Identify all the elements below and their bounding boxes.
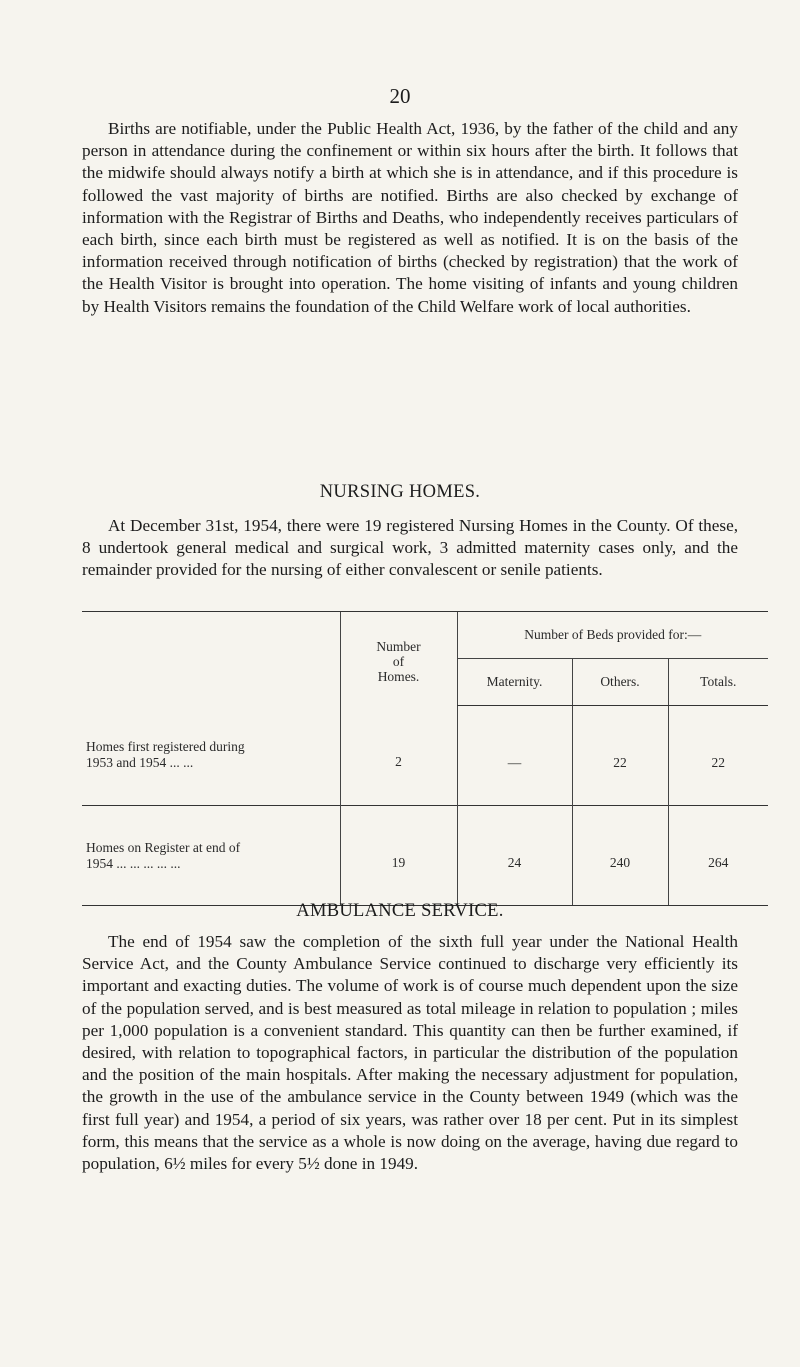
nursing-homes-table-container <box>82 611 768 906</box>
ambulance-service-heading: AMBULANCE SERVICE. <box>296 901 504 921</box>
col-header-beds-group: Number of Beds provided for:— <box>457 612 768 659</box>
table-corner-blank <box>82 612 340 706</box>
cell-others: 22 <box>572 706 668 806</box>
col-header-homes-line3: Homes. <box>377 669 420 685</box>
cell-others: 240 <box>572 806 668 906</box>
nursing-homes-paragraph: At December 31st, 1954, there were 19 registered Nursing Homes in the County. Of these, 8 undertook general medical and surgical work, 3 admitted maternity cases only, and the remainder provided for the nursing of either convalescent or senile patients. <box>82 516 738 580</box>
row-label-line2: 1954 ... ... ... ... ... <box>86 855 181 871</box>
col-header-number-of-homes <box>340 612 457 706</box>
col-header-homes-line2: of <box>392 654 405 670</box>
nursing-homes-table <box>82 611 768 906</box>
row-label-line2: 1953 and 1954 ... ... <box>86 755 194 771</box>
page-number: 20 <box>389 84 411 108</box>
ambulance-service-paragraph: The end of 1954 saw the completion of the sixth full year under the National Health Service Act, and the County Ambulance Service continued to discharge very efficiently its important and exacting duties. The volume of work is of course much dependent upon the size of the population served, and is best measured as total mileage in relation to population ; miles per 1,000 population is a convenient standard. This quantity can then be further examined, if desired, with relation to topographical factors, in particular the distribution of the population and the position of the main hospitals. After making the necessary adjustment for population, the growth in the use of the ambulance service in the County between 1949 (which was the first full year) and 1954, a period of six years, was rather over 18 per cent. Put in its simplest form, this means that the service as a whole is now doing on the average, having due regard to population, 6½ miles for every 5½ done in 1949. <box>82 932 738 1174</box>
table-row <box>82 706 768 806</box>
row-label-line1: Homes first registered during <box>86 739 245 755</box>
cell-totals: 22 <box>668 706 768 806</box>
col-header-totals: Totals. <box>668 659 768 706</box>
cell-totals: 264 <box>668 806 768 906</box>
col-header-homes-line1: Number <box>376 639 421 655</box>
cell-maternity: 24 <box>457 806 572 906</box>
row-label-first-registered <box>82 706 340 806</box>
births-paragraph: Births are notifiable, under the Public Health Act, 1936, by the father of the child and any person in attendance during the confinement or within six hours after the birth. It follows that the midwife should always notify a birth at which she is in attendance, and if this procedure is followed the vast majority of births are notified. Births are also checked by exchange of information with the Registrar of Births and Deaths, who independently receives particulars of each birth, since each birth must be registered as well as notified. It is on the basis of the information received through notification of births (checked by registration) that the work of the Health Visitor is brought into operation. The home visiting of infants and young children by Health Visitors remains the foundation of the Child Welfare work of local authorities. <box>82 119 738 316</box>
col-header-others: Others. <box>572 659 668 706</box>
row-label-line1: Homes on Register at end of <box>86 839 241 855</box>
col-header-maternity: Maternity. <box>457 659 572 706</box>
row-label-on-register <box>82 806 340 906</box>
cell-maternity: — <box>457 706 572 806</box>
cell-homes: 2 <box>340 706 457 806</box>
table-row <box>82 806 768 906</box>
nursing-homes-heading: NURSING HOMES. <box>319 482 481 502</box>
cell-homes: 19 <box>340 806 457 906</box>
